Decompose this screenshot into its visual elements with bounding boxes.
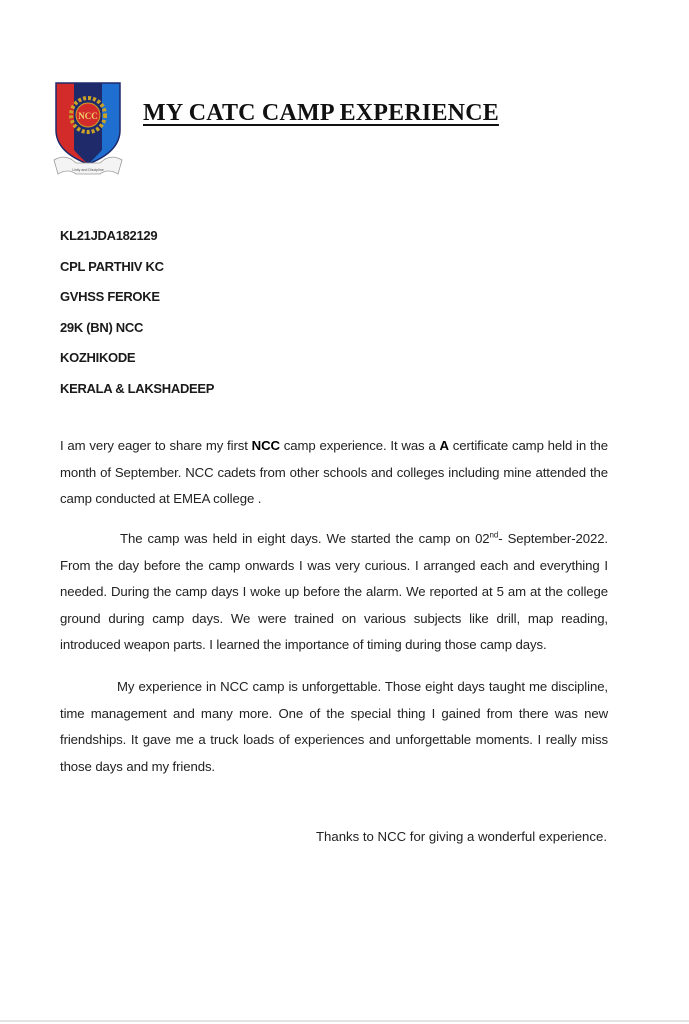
page-title: MY CATC CAMP EXPERIENCE [143,100,499,126]
address-line: GVHSS FEROKE [60,289,160,304]
paragraph-reflection: My experience in NCC camp is unforgettable. Those eight days taught me discipline, time management and many more. One of the special thing I gained from there was new friendships. It gave me a truck loads of experiences and unforgettable moments. I really miss those days and my friends. [60,679,608,774]
address-line: CPL PARTHIV KC [60,258,164,274]
address-line: 29K (BN) NCC [60,319,144,335]
closing-line: Thanks to NCC for giving a wonderful experience. [315,829,607,844]
text-span: certificate camp held in the month of September. NCC cadets from other schools and colleges including mine attended the camp conducted at EMEA college . [60,438,608,506]
logo-ribbon-text: Unity and Discipline [72,168,104,172]
address-block [60,226,214,409]
address-line: KL21JDA182129 [60,228,158,243]
paragraph-intro [60,433,608,513]
text-span: camp experience. It was a [279,438,440,453]
ncc-logo [52,80,124,180]
paragraph-camp-details [60,526,608,659]
address-line: KERALA & LAKSHADEEP [60,380,215,396]
bold-ncc: NCC [251,438,280,453]
text-span: - September-2022. From the day before the camp onwards I was very curious. I arranged each and everything I needed. During the camp days I woke up before the alarm. We reported at 5 am at the college ground during camp days. We were trained on various subjects like drill, map reading, introduced weapon parts. I learned the importance of timing during those camp days. [60,531,608,652]
ordinal-suffix: nd [489,530,499,540]
text-span: The camp was held in eight days. We started the camp on 02 [120,531,490,546]
text-span: I am very eager to share my first [60,438,252,453]
page-bottom-divider [0,1020,689,1022]
address-line: KOZHIKODE [60,350,136,365]
bold-grade: A [439,438,449,453]
logo-ncc-text: NCC [78,111,98,121]
